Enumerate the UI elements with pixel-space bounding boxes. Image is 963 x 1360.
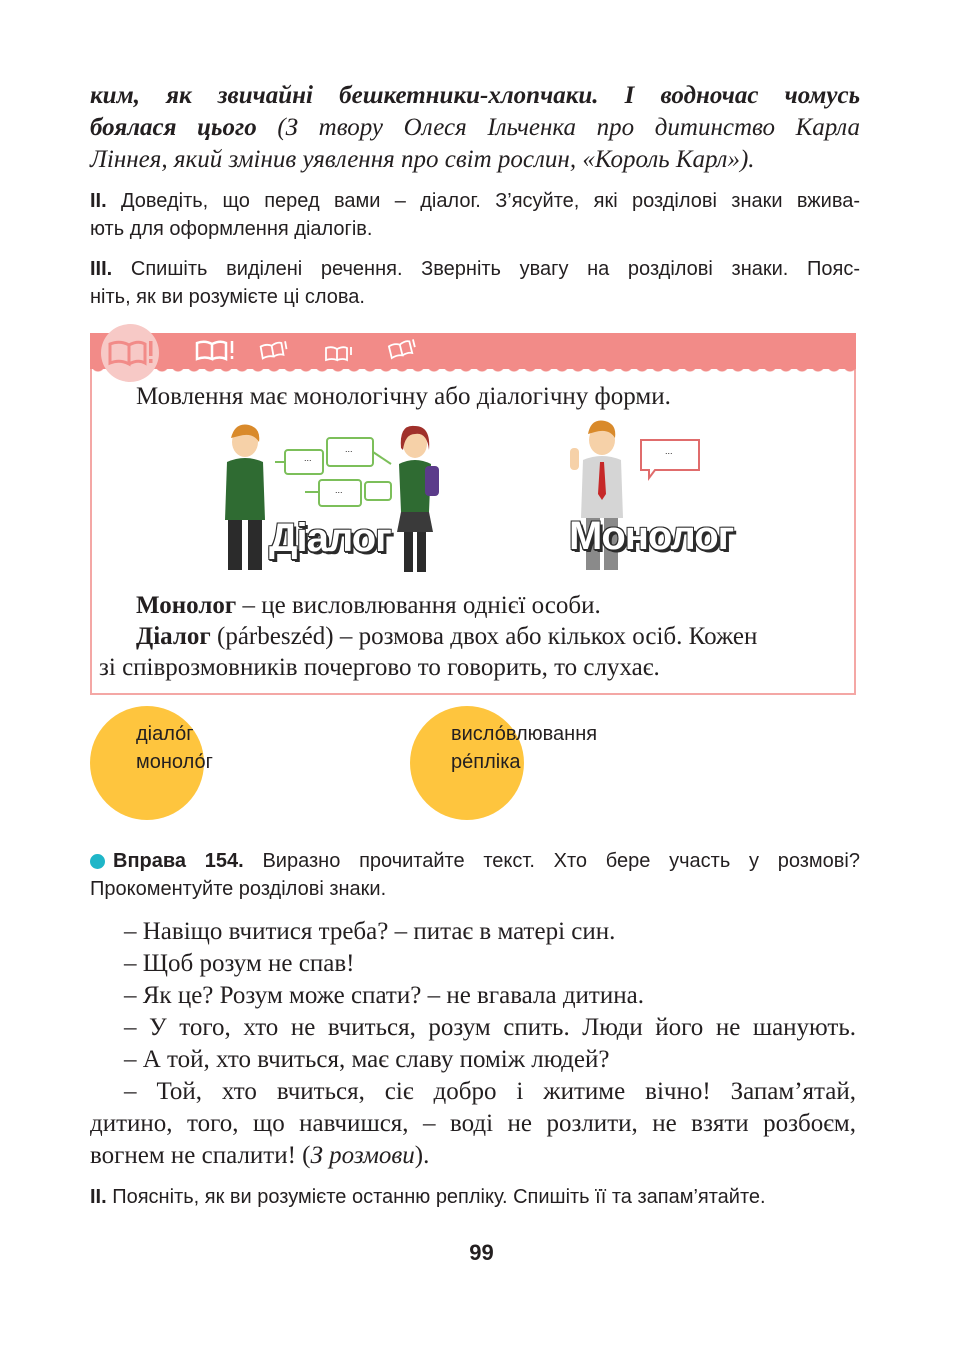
vocab-word: висло́влювання	[451, 723, 598, 745]
task-ii-line-2: ють для оформлення діалогів.	[90, 218, 373, 240]
vocab-list-left	[136, 720, 213, 776]
intro-line-2	[90, 112, 860, 144]
dialog-figure-label: Діалог	[269, 516, 391, 560]
intro-line-3: Ліннея, який змінив уявлення про світ рослин, «Король Карл»).	[90, 146, 755, 173]
monolog-figure	[565, 418, 735, 578]
task-iii-numeral: ІІІ.	[90, 258, 113, 280]
dialog-line	[90, 1108, 856, 1140]
dialog-line: – Як це? Розум може спати? – не вгавала дитина.	[124, 982, 644, 1009]
exercise-line-1	[90, 847, 860, 875]
task-ii-final	[90, 1183, 766, 1211]
intro-source-start: (З твору Олеся Ільченка про дитинство Карла	[256, 114, 861, 141]
task-iii-line-2: ніть, як ви розумієте ці слова.	[90, 286, 365, 308]
task-ii-final-numeral: ІІ.	[90, 1186, 107, 1208]
task-iii	[90, 255, 860, 311]
open-book-icon	[260, 341, 287, 358]
dialog-last-line	[90, 1140, 429, 1172]
bullet-icon	[90, 854, 105, 869]
dialog-line-text: – У того, хто не вчиться, розум спить. Люди його не шанують.	[124, 1014, 856, 1041]
dialog-definition-line-1	[136, 621, 757, 653]
dialog-line-text: – Той, хто вчиться, сіє добро і житиме вічно! Запам’ятай,	[124, 1078, 856, 1105]
monolog-definition	[136, 590, 601, 622]
dialog-line: – Навіщо вчитися треба? – питає в матері син.	[124, 918, 616, 945]
monolog-term: Монолог	[136, 592, 237, 619]
open-book-icon	[326, 347, 351, 360]
monolog-def-text: – це висловлювання однієї особи.	[236, 592, 601, 619]
dialog-line-text: дитино, того, що навчишся, – воді не розлити, не взяти розбоєм,	[90, 1110, 856, 1137]
task-ii	[90, 187, 860, 243]
intro-bold-phrase: боялася цього	[90, 114, 257, 141]
open-book-exclamation-icon	[101, 324, 159, 382]
open-book-icon	[197, 341, 232, 359]
exercise-line-2: Прокоментуйте розділові знаки.	[90, 878, 387, 900]
open-book-icon	[389, 339, 416, 358]
dialog-figure	[215, 420, 450, 578]
intro-paragraph	[90, 80, 860, 176]
vocab-word: діало́г	[136, 723, 194, 745]
vocab-word: моноло́г	[136, 751, 213, 773]
bubble-text: ...	[665, 446, 673, 456]
exercise-text-1: Виразно прочитайте текст. Хто бере участь у розмові?	[243, 850, 860, 872]
dialog-line: – А той, хто вчиться, має славу поміж людей?	[124, 1046, 610, 1073]
monolog-figure-label: Монолог	[569, 514, 734, 558]
dialog-line	[124, 1076, 856, 1108]
dialog-def-text-1: (párbeszéd) – розмова двох або кількох осіб. Кожен	[210, 623, 758, 650]
rule-badge	[101, 324, 159, 382]
task-iii-text-1: Спишіть виділені речення. Зверніть увагу на розділові знаки. Пояс-	[112, 258, 860, 280]
vocab-list-right	[451, 720, 597, 776]
task-ii-numeral: ІІ.	[90, 190, 107, 212]
task-ii-final-text: Поясніть, як ви розумієте останню репліку. Спишіть її та запам’ятайте.	[106, 1186, 766, 1208]
rule-lead: Мовлення має монологічну або діалогічну форми.	[136, 383, 671, 410]
bubble-text: ...	[304, 453, 312, 463]
exercise-title: Вправа 154.	[113, 850, 244, 872]
rule-header-scallop	[90, 365, 856, 377]
dialog-definition-line-2: зі співрозмовників почергово то говорить, то слухає.	[99, 654, 660, 681]
exercise-154	[90, 847, 860, 903]
vocab-word: ре́пліка	[451, 751, 521, 773]
task-ii-text-1: Доведіть, що перед вами – діалог. З’ясуйте, які розділові знаки вжива-	[106, 190, 860, 212]
dialog-line: – Щоб розум не спав!	[124, 950, 355, 977]
dialog-last-text: вогнем не спалити! (	[90, 1142, 311, 1169]
task-iii-line-1	[90, 255, 860, 283]
intro-line-1: ким, як звичайні бешкетники-хлопчаки. І водночас чомусь	[90, 82, 860, 109]
bubble-text: ...	[345, 444, 353, 454]
page-number: 99	[469, 1240, 494, 1265]
bubble-text: ...	[335, 485, 343, 495]
dialog-term: Діалог	[136, 623, 211, 650]
dialog-source: З розмови	[310, 1142, 415, 1169]
task-ii-line-1	[90, 187, 860, 215]
dialog-last-end: ).	[414, 1142, 430, 1169]
header-book-icons	[194, 337, 424, 365]
dialog-line	[124, 1012, 856, 1044]
